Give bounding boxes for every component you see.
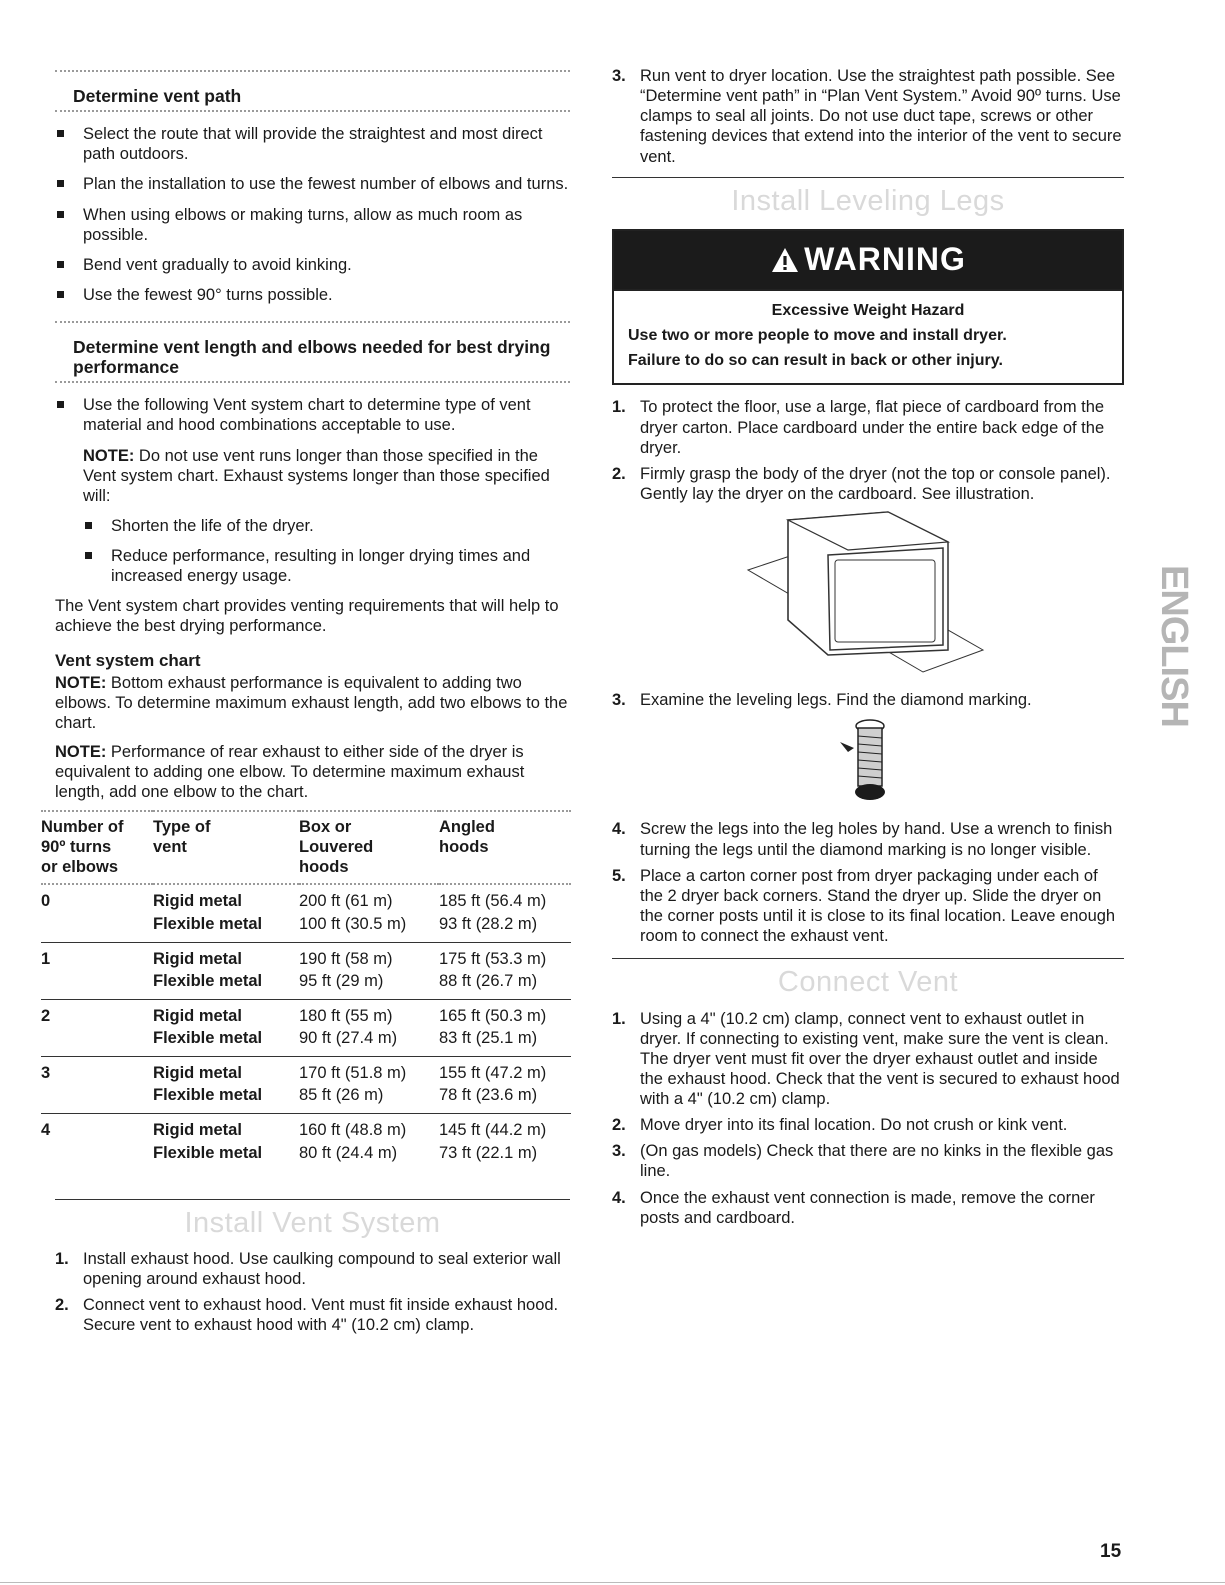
table-row [41, 1114, 571, 1142]
vent-system-table [41, 810, 571, 1171]
cell-vent-type: Flexible metal [153, 1143, 263, 1162]
table-row [41, 913, 571, 943]
side-tab-label: ENGLISH [1153, 565, 1195, 727]
note-text: Bottom exhaust performance is equivalent to adding two elbows. To determine maximum exhaust length, add two elbows to the chart. [55, 674, 568, 733]
cell-box: 100 ft (30.5 m) [299, 913, 439, 943]
list-item: 2. Connect vent to exhaust hood. Vent must fit inside exhaust hood. Secure vent to exhaust hood with 4" (10.2 cm) clamp. [55, 1296, 559, 1335]
list-item: 3. Run vent to dryer location. Use the straightest path possible. See “Determine vent path” in “Plan Vent System.” Avoid 90º turns. Use clamps to seal all joints. Do not use duct tape, screws or other fastening devices that extend into the interior of the vent to secure vent. [612, 67, 1122, 166]
vent-length-sub-bullets [83, 516, 570, 586]
header-angled-hoods: Angled hoods [439, 811, 571, 884]
note-text: Do not use vent runs longer than those specified in the Vent system chart. Exhaust systems longer than those specified will: [83, 446, 550, 505]
left-column [41, 70, 570, 1342]
dryer-illustration-icon [738, 510, 998, 675]
cell-box: 90 ft (27.4 m) [299, 1027, 439, 1057]
leveling-leg-icon [838, 716, 898, 804]
list-item: 3. Examine the leveling legs. Find the diamond marking. [612, 691, 1032, 710]
section-title-leveling-legs: Install Leveling Legs [731, 184, 1005, 217]
warning-banner [614, 231, 1122, 291]
cell-vent-type: Flexible metal [153, 913, 299, 943]
dryer-on-cardboard-illustration [612, 510, 1124, 680]
cell-vent-type: Rigid metal [153, 892, 242, 911]
warning-triangle-icon [770, 246, 800, 274]
connect-vent-steps [612, 1009, 1124, 1228]
cell-vent-type: Rigid metal [153, 1121, 242, 1140]
cell-elbows: 3 [41, 1064, 51, 1083]
list-item: When using elbows or making turns, allow as much room as possible. [55, 205, 570, 245]
cell-angled: 88 ft (26.7 m) [439, 970, 571, 1000]
cell-angled: 185 ft (56.4 m) [439, 892, 547, 911]
note-text: Performance of rear exhaust to either side of the dryer is equivalent to adding one elbow. To determine maximum exhaust length, add one elbow to the chart. [55, 742, 525, 801]
table-row [41, 970, 571, 1000]
vent-chart-title: Vent system chart [55, 650, 201, 670]
table-row [41, 942, 571, 970]
section-divider [612, 177, 1124, 178]
bottom-rule [0, 1582, 1225, 1583]
leveling-step-3 [612, 690, 1124, 710]
cell-angled: 145 ft (44.2 m) [439, 1121, 547, 1140]
cell-vent-type: Rigid metal [153, 949, 242, 968]
warning-box [612, 229, 1124, 385]
section-divider [55, 1199, 570, 1200]
list-item: 3. (On gas models) Check that there are no kinks in the flexible gas line. [612, 1142, 1114, 1181]
header-elbows: Number of 90º turns or elbows [41, 811, 153, 884]
cell-box: 95 ft (29 m) [299, 970, 439, 1000]
vent-chart-note-1 [55, 673, 570, 733]
cell-elbows: 0 [41, 892, 51, 911]
cell-elbows: 4 [41, 1121, 51, 1140]
cell-box: 200 ft (61 m) [299, 892, 393, 911]
cell-angled: 175 ft (53.3 m) [439, 949, 547, 968]
header-box-hoods: Box or Louvered hoods [299, 811, 439, 884]
cell-box: 85 ft (26 m) [299, 1084, 439, 1114]
heading-vent-length: Determine vent length and elbows needed for best drying performance [55, 321, 570, 383]
list-item: 2. Move dryer into its final location. Do not crush or kink vent. [612, 1116, 1068, 1135]
list-item: Plan the installation to use the fewest number of elbows and turns. [55, 174, 570, 194]
cell-vent-type: Rigid metal [153, 1064, 242, 1083]
section-title-connect-vent: Connect Vent [777, 966, 959, 999]
right-column [612, 66, 1124, 1234]
list-item: Reduce performance, resulting in longer drying times and increased energy usage. [83, 546, 570, 586]
list-item: 1. Install exhaust hood. Use caulking compound to seal exterior wall opening around exhaust hood. [55, 1250, 561, 1289]
cell-box: 80 ft (24.4 m) [299, 1143, 398, 1162]
vent-path-bullets [55, 124, 570, 305]
leveling-steps-b [612, 819, 1124, 946]
warning-line-1: Use two or more people to move and install dryer. [628, 326, 1007, 344]
cell-box: 160 ft (48.8 m) [299, 1121, 407, 1140]
heading-determine-vent-path: Determine vent path [55, 70, 570, 112]
english-side-tab [1153, 565, 1195, 790]
table-row [41, 884, 571, 912]
cell-elbows: 1 [41, 949, 51, 968]
warning-hazard: Excessive Weight Hazard [771, 302, 965, 319]
cell-elbows: 2 [41, 1006, 51, 1025]
list-item: Use the following Vent system chart to determine type of vent material and hood combinations acceptable to use. [55, 395, 570, 435]
cell-vent-type: Flexible metal [153, 970, 299, 1000]
list-item: Select the route that will provide the straightest and most direct path outdoors. [55, 124, 570, 164]
note-label: NOTE: [55, 674, 107, 693]
cell-angled: 83 ft (25.1 m) [439, 1027, 571, 1057]
cell-vent-type: Flexible metal [153, 1084, 299, 1114]
section-title-install-vent: Install Vent System [184, 1206, 441, 1239]
leveling-leg-illustration [612, 716, 1124, 809]
table-row [41, 1027, 571, 1057]
cell-vent-type: Rigid metal [153, 1006, 242, 1025]
list-item: Shorten the life of the dryer. [83, 516, 570, 536]
table-row [41, 1057, 571, 1085]
list-item: 2. Firmly grasp the body of the dryer (not the top or console panel). Gently lay the dryer on the cardboard. See illustration. [612, 464, 1111, 503]
list-item: Bend vent gradually to avoid kinking. [55, 255, 570, 275]
cell-box: 180 ft (55 m) [299, 1006, 393, 1025]
cell-vent-type: Flexible metal [153, 1027, 299, 1057]
vent-length-closing: The Vent system chart provides venting requirements that will help to achieve the best drying performance. [55, 597, 559, 636]
cell-box: 190 ft (58 m) [299, 949, 393, 968]
install-vent-steps [55, 1249, 570, 1336]
note-label: NOTE: [83, 446, 135, 465]
cell-angled: 155 ft (47.2 m) [439, 1064, 547, 1083]
leveling-steps-a [612, 397, 1124, 504]
list-item: 4. Screw the legs into the leg holes by hand. Use a wrench to finish turning the legs until the diamond marking is no longer visible. [612, 820, 1113, 859]
vent-chart-note-2 [55, 742, 570, 802]
cell-angled: 78 ft (23.6 m) [439, 1084, 571, 1114]
table-header-row [41, 811, 571, 884]
table-row [41, 999, 571, 1027]
warning-body [614, 291, 1122, 383]
cell-angled: 73 ft (22.1 m) [439, 1143, 538, 1162]
warning-line-2: Failure to do so can result in back or other injury. [628, 351, 1003, 369]
list-item: 5. Place a carton corner post from dryer packaging under each of the 2 dryer back corners. Stand the dryer up. Slide the dryer on the corner posts until it is close to its final location. Leave enough room to connect the exhaust vent. [612, 866, 1116, 946]
cell-angled: 165 ft (50.3 m) [439, 1006, 547, 1025]
vent-step-3 [612, 66, 1124, 167]
table-row [41, 1142, 571, 1171]
table-row [41, 1084, 571, 1114]
page-number: 15 [1100, 1541, 1122, 1562]
list-item: 1. Using a 4" (10.2 cm) clamp, connect vent to exhaust outlet in dryer. If connecting to existing vent, make sure the vent is clean. The dryer vent must fit over the dryer exhaust outlet and inside the exhaust hood. Check that the vent is secured to exhaust hood with a 4" (10.2 cm) clamp. [612, 1009, 1120, 1109]
vent-length-bullets [55, 395, 570, 435]
section-divider [612, 958, 1124, 959]
cell-box: 170 ft (51.8 m) [299, 1064, 407, 1083]
vent-length-note [83, 446, 570, 506]
warning-word: WARNING [804, 241, 966, 278]
header-vent-type: Type of vent [153, 811, 299, 884]
list-item: 1. To protect the floor, use a large, flat piece of cardboard from the dryer carton. Place cardboard under the entire back edge of the dryer. [612, 398, 1105, 457]
list-item: Use the fewest 90° turns possible. [55, 285, 570, 305]
cell-angled: 93 ft (28.2 m) [439, 913, 571, 943]
note-label: NOTE: [55, 742, 107, 761]
list-item: 4. Once the exhaust vent connection is made, remove the corner posts and cardboard. [612, 1188, 1095, 1227]
